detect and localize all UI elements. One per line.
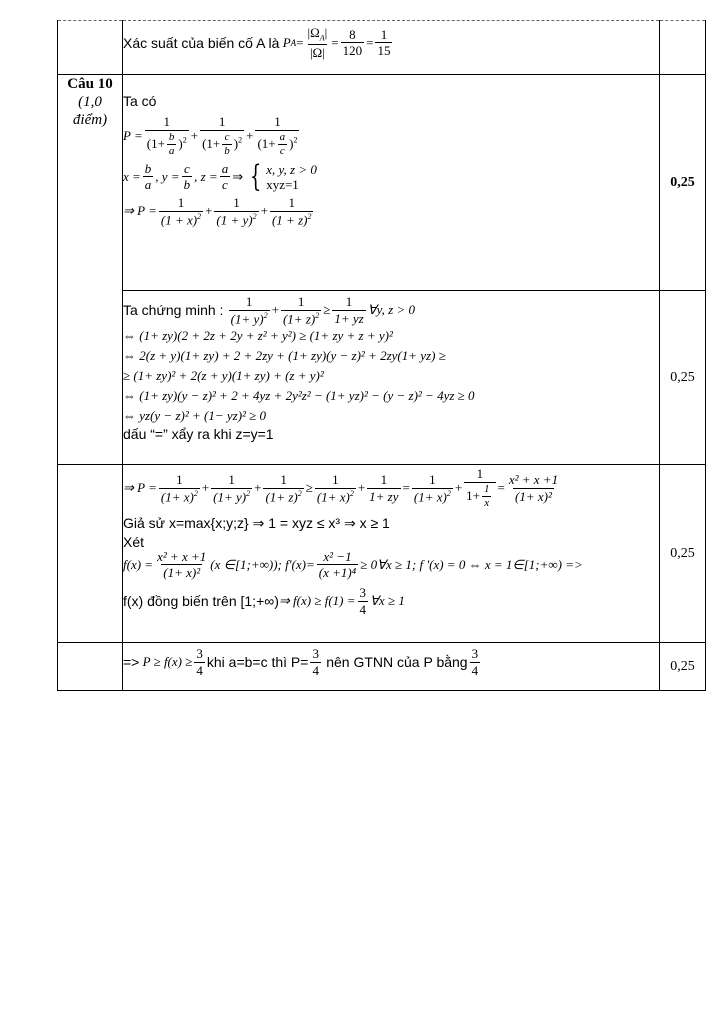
- part2-score: 0,25: [660, 291, 706, 465]
- part1-cell: Ta có P = 1 (1+ $\frac{b}{a}$ )$^2$ + 1 (1+ $\frac{c}{b}$ )$^2$ + 1 (1+ $\frac{a}{c}$ )$^2$ x = $\frac{b}{a}$ , y = $\frac{c}{b}$ , z = $\frac{a}{c}$ ⇒ { x, y, z > 0 xyz=1 ⇒ P = $\frac{1}{(1 + x)^2}$ + $\frac{1}{(1 + y)^2}$ + $\frac{1}{(1 + z)^2}$: [123, 75, 660, 291]
- question-points-line2: điểm): [72, 112, 108, 128]
- p-chain: ⇒ P = $\frac{1}{(1+ x)^2}$ + $\frac{1}{(1+ y)^2}$ + $\frac{1}{(1+ z)^2}$ ≥ $\frac{1}{(1+ x)^2}$ + $\frac{1}{1+ zy}$ = $\frac{1}{(1+ x)^2}$ + 1 1+ $\frac{1}{x}$ = $\frac{\text{x² + x +1}}{\text{(1+ x)²}}$: [123, 466, 559, 510]
- p-definition: P = 1 (1+ $\frac{b}{a}$ )$^2$ + 1 (1+ $\frac{c}{b}$ )$^2$ + 1 (1+ $\frac{a}{c}$ )$^2$: [123, 114, 298, 158]
- part1-score: 0,25: [660, 75, 706, 291]
- fraction-8-120: $\frac{8}{120}$: [342, 26, 363, 59]
- part1-row: [58, 75, 706, 291]
- inequality-claim: Ta chứng minh : 1 $(1+ y)^2$ + $\frac{1}{(1+ z)^2}$ ≥ $\frac{1}{1+ yz}$ ∀y, z > 0: [123, 294, 415, 326]
- answer-table: [57, 20, 706, 691]
- part2-cell: Ta chứng minh : 1 $(1+ y)^2$ + $\frac{1}{(1+ z)^2}$ ≥ $\frac{1}{1+ yz}$ ∀y, z > 0 ⇔ (1+ zy)(2 + 2z + 2y + z² + y²) ≥ (1+ zy + z + y)² ⇔ 2(z + y)(1+ zy) + 2 + 2zy + (1+ zy)(y − z)² + 2zy(1+ yz) ≥ ≥ (1+ zy)² + 2(z + y)(1+ zy) + (z + y)² ⇔ (1+ zy)(y − z)² + 2 + 4yz + 2y²z² − (1+ yz)² − (y − z)² − 4yz ≥ 0 ⇔ yz(y − z)² + (1− yz)² ≥ 0 dấu “=” xẩy ra khi z=y=1: [123, 291, 660, 465]
- probability-row: [58, 21, 706, 75]
- monotonic-line: f(x) đồng biến trên [1;+∞) ⇒ f(x) ≥ f(1) = $\frac{3}{4}$ ∀x ≥ 1: [123, 585, 405, 617]
- part4-score: 0,25: [660, 643, 706, 691]
- substitution: x = $\frac{b}{a}$ , y = $\frac{c}{b}$ , z = $\frac{a}{c}$ ⇒ { x, y, z > 0 xyz=1: [123, 158, 317, 194]
- part2-row: [58, 291, 706, 465]
- function-def: f(x) = $\frac{\text{x² + x +1}}{\text{(1+ x)²}}$ (x ∈[1;+∞)); f'(x)= $\frac{\text{x² −1}}{\text{(x +1)⁴}}$ ≥ 0∀x ≥ 1; f '(x) = 0 ⇔ x = 1∈[1;+∞) =>: [123, 548, 583, 581]
- probability-cell: Xác suất của biến cố A là P A = $\frac{|\Omega_A|}{|\Omega|}$ = $\frac{8}{120}$ = $\frac{1}{15}$: [123, 21, 660, 75]
- part3-score: 0,25: [660, 465, 706, 643]
- question-number: Câu 10: [67, 76, 113, 92]
- part3-row: [58, 465, 706, 643]
- part4-cell: => P ≥ f(x) ≥ $\frac{3}{4}$ khi a=b=c thì P= $\frac{3}{4}$ nên GTNN của P bằng 3 4: [123, 643, 660, 691]
- fraction-1-15: $\frac{1}{15}$: [377, 26, 391, 59]
- question-points-line1: (1,0: [78, 94, 102, 110]
- fraction-omega: $\frac{|\Omega_A|}{|\Omega|}$: [307, 25, 328, 60]
- question-label-cell: [58, 75, 123, 465]
- part4-row: [58, 643, 706, 691]
- p-in-xyz: ⇒ P = $\frac{1}{(1 + x)^2}$ + $\frac{1}{(1 + y)^2}$ + $\frac{1}{(1 + z)^2}$: [123, 195, 312, 227]
- part3-cell: ⇒ P = $\frac{1}{(1+ x)^2}$ + $\frac{1}{(1+ y)^2}$ + $\frac{1}{(1+ z)^2}$ ≥ $\frac{1}{(1+ x)^2}$ + $\frac{1}{1+ zy}$ = $\frac{1}{(1+ x)^2}$ + 1 1+ $\frac{1}{x}$ = $\frac{\text{x² + x +1}}{\text{(1+ x)²}}$ Giả sử x=max{x;y;z} ⇒ 1 = xyz ≤ x³ ⇒ x ≥ 1 Xét f(x) = $\frac{\text{x² + x +1}}{\text{(1+ x)²}}$ (x ∈[1;+∞)); f'(x)= $\frac{\text{x² −1}}{\text{(x +1)⁴}}$ ≥ 0∀x ≥ 1; f '(x) = 0 ⇔ x = 1∈[1;+∞) => f(x) đồng biến trên [1;+∞) ⇒ f(x) ≥ f(1) = $\frac{3}{4}$ ∀x ≥ 1: [123, 465, 660, 643]
